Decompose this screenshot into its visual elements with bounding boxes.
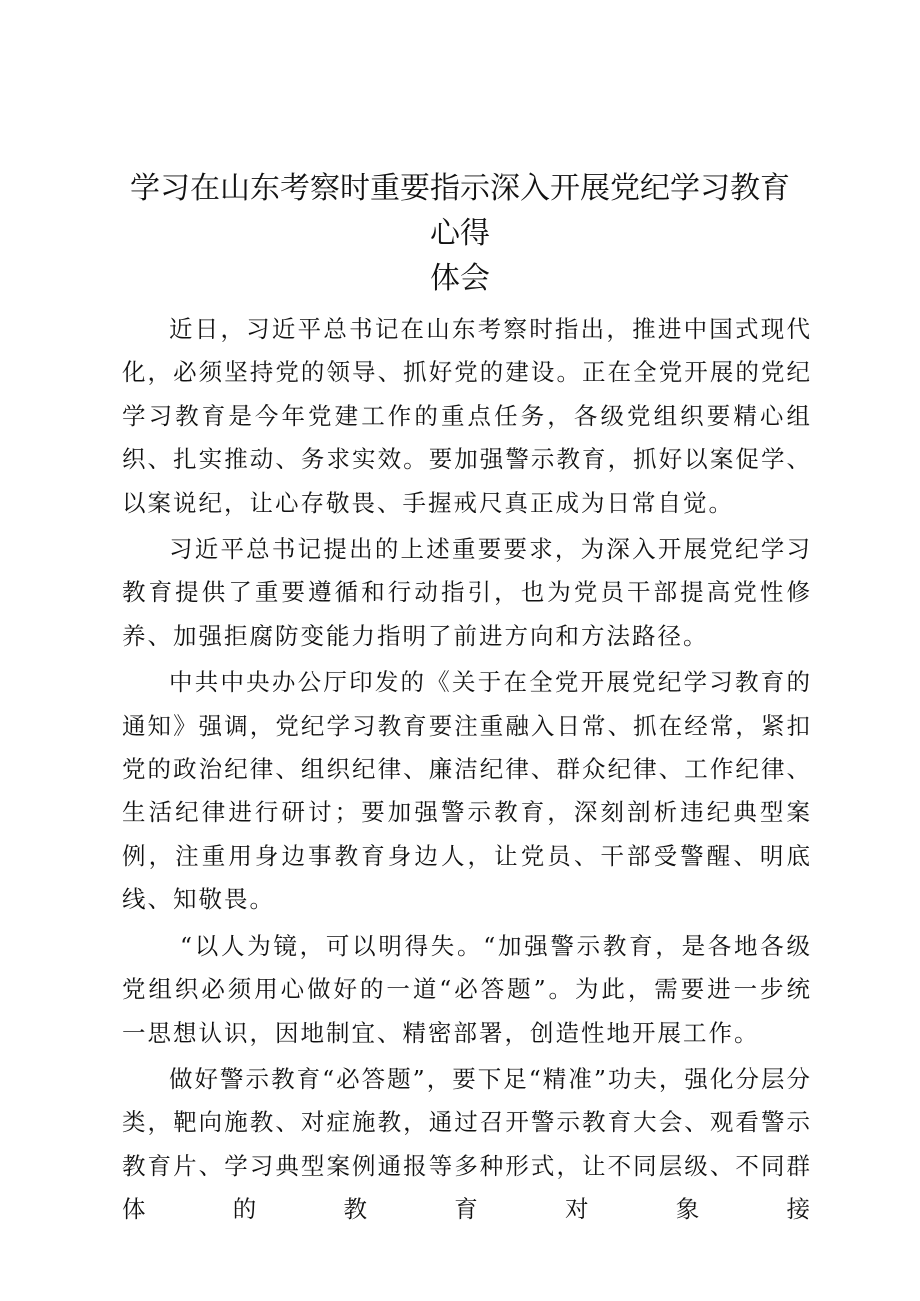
paragraph-2: 习近平总书记提出的上述重要要求，为深入开展党纪学习教育提供了重要遵循和行动指引，也为党员干部提高党性修养、加强拒腐防变能力指明了前进方向和方法路径。	[122, 535, 812, 650]
paragraph-1: 近日，习近平总书记在山东考察时指出，推进中国式现代化，必须坚持党的领导、抓好党的建设。正在全党开展的党纪学习教育是今年党建工作的重点任务，各级党组织要精心组织、扎实推动、务求实效。要加强警示教育，抓好以案促学、以案说纪，让心存敬畏、手握戒尺真正成为日常自觉。	[122, 315, 812, 517]
paragraph-4: “以人为镜，可以明得失。“加强警示教育，是各地各级党组织必须用心做好的一道“必答题”。为此，需要进一步统一思想认识，因地制宜、精密部署，创造性地开展工作。	[122, 931, 812, 1047]
document-title	[120, 166, 800, 301]
document-body	[122, 308, 812, 1235]
title-line-1: 学习在山东考察时重要指示深入开展党纪学习教育心得	[130, 171, 790, 251]
title-line-2: 体会	[430, 261, 490, 296]
paragraph-3: 中共中央办公厅印发的《关于在全党开展党纪学习教育的通知》强调，党纪学习教育要注重融入日常、抓在经常，紧扣党的政治纪律、组织纪律、廉洁纪律、群众纪律、工作纪律、生活纪律进行研讨；要加强警示教育，深刻剖析违纪典型案例，注重用身边事教育身边人，让党员、干部受警醒、明底线、知敬畏。	[122, 668, 812, 914]
paragraph-5: 做好警示教育“必答题”，要下足“精准”功夫，强化分层分类，靶向施教、对症施教，通过召开警示教育大会、观看警示教育片、学习典型案例通报等多种形式，让不同层级、不同群体的教育对象接	[122, 1064, 812, 1224]
